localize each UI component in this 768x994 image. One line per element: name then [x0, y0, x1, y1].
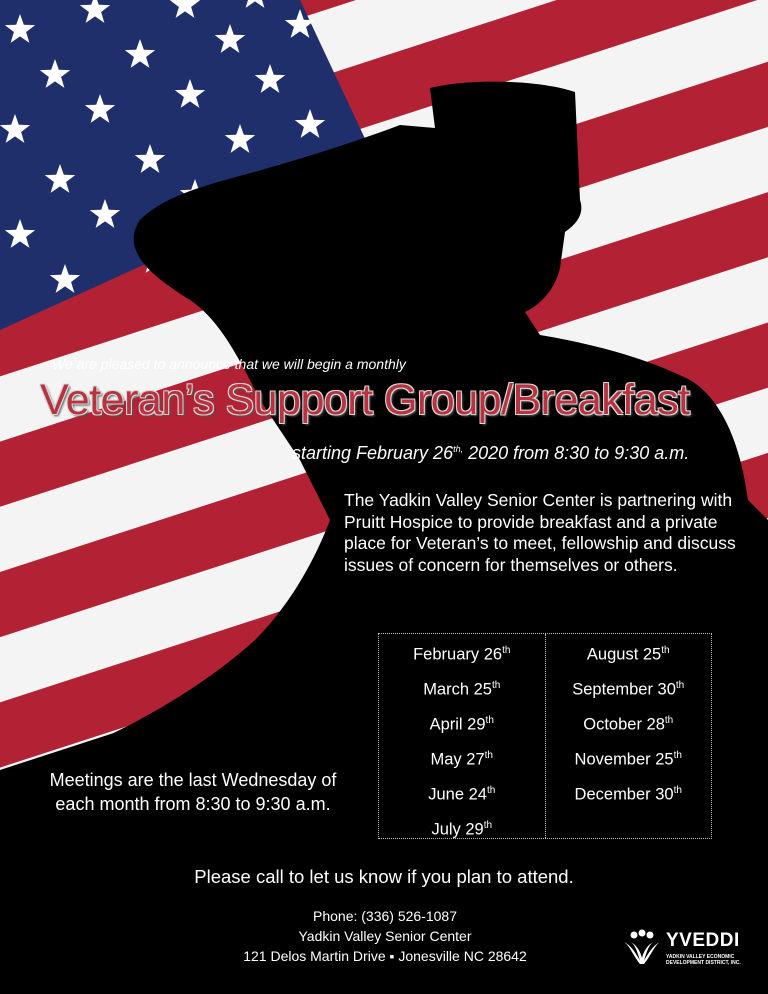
intro-text: We are pleased to announce that we will begin a monthly	[52, 356, 406, 372]
schedule-date	[379, 673, 545, 708]
schedule-date	[546, 708, 712, 743]
schedule-date-suffix: th	[673, 785, 682, 796]
schedule-column-right	[545, 634, 712, 838]
description-paragraph: The Yadkin Valley Senior Center is partnering with Pruitt Hospice to provide breakfast and a private place for Veteran’s to meet, fellowship and discuss issues of concern for themselves or others.	[344, 490, 736, 575]
schedule-date-suffix: th	[673, 750, 682, 761]
schedule-date-suffix: th	[483, 820, 493, 831]
schedule-date-text: November 25	[574, 750, 674, 769]
start-date-prefix: starting February 26	[292, 443, 454, 463]
schedule-date	[379, 638, 545, 673]
schedule-date-suffix: th	[502, 645, 511, 656]
schedule-date-text: July 29	[431, 820, 484, 839]
schedule-date	[379, 813, 545, 848]
schedule-date-text: October 28	[583, 715, 665, 734]
schedule-date-suffix: th	[485, 715, 494, 726]
schedule-date-text: December 30	[574, 785, 674, 804]
schedule-date-text: April 29	[429, 715, 486, 734]
yveddi-logo	[622, 928, 748, 972]
logo-subtitle: YADKIN VALLEY ECONOMIC DEVELOPMENT DISTRICT, INC.	[666, 954, 741, 966]
schedule-date	[546, 778, 712, 813]
start-date-suffix: 2020 from 8:30 to 9:30 a.m.	[463, 443, 690, 463]
schedule-date-text: March 25	[423, 680, 492, 699]
meetings-line-2: each month from 8:30 to 9:30 a.m.	[55, 794, 331, 814]
schedule-date-suffix: th	[661, 645, 670, 656]
meeting-schedule-table	[378, 633, 712, 839]
call-to-action: Please call to let us know if you plan to attend.	[194, 866, 574, 887]
schedule-date	[379, 778, 545, 813]
logo-figures-icon	[622, 928, 662, 968]
start-date-line	[292, 443, 689, 464]
schedule-date-text: May 27	[430, 750, 485, 769]
phone-number: Phone: (336) 526-1087	[313, 908, 457, 924]
schedule-date-suffix: th	[664, 715, 674, 726]
schedule-date	[379, 708, 545, 743]
schedule-date-suffix: th	[484, 750, 493, 761]
meetings-line-1: Meetings are the last Wednesday of	[49, 770, 337, 790]
schedule-date	[546, 638, 712, 673]
meetings-note	[38, 768, 348, 816]
schedule-date-text: August 25	[586, 645, 662, 664]
schedule-date-suffix: th	[491, 680, 501, 691]
start-date-superscript: th,	[453, 444, 464, 454]
schedule-date-suffix: th	[675, 680, 685, 691]
schedule-date-text: September 30	[572, 680, 676, 699]
headline: Veteran’s Support Group/Breakfast	[40, 376, 690, 424]
contact-block	[210, 906, 560, 966]
schedule-date	[546, 673, 712, 708]
logo-name: YVEDDI	[666, 930, 740, 951]
schedule-date-suffix: th	[486, 785, 496, 796]
schedule-date	[546, 743, 712, 778]
schedule-date	[379, 743, 545, 778]
schedule-date-text: June 24	[428, 785, 487, 804]
organization-name: Yadkin Valley Senior Center	[298, 928, 472, 944]
schedule-column-left	[379, 634, 545, 838]
address: 121 Delos Martin Drive ▪ Jonesville NC 28642	[243, 948, 527, 964]
schedule-date-text: February 26	[413, 645, 503, 664]
